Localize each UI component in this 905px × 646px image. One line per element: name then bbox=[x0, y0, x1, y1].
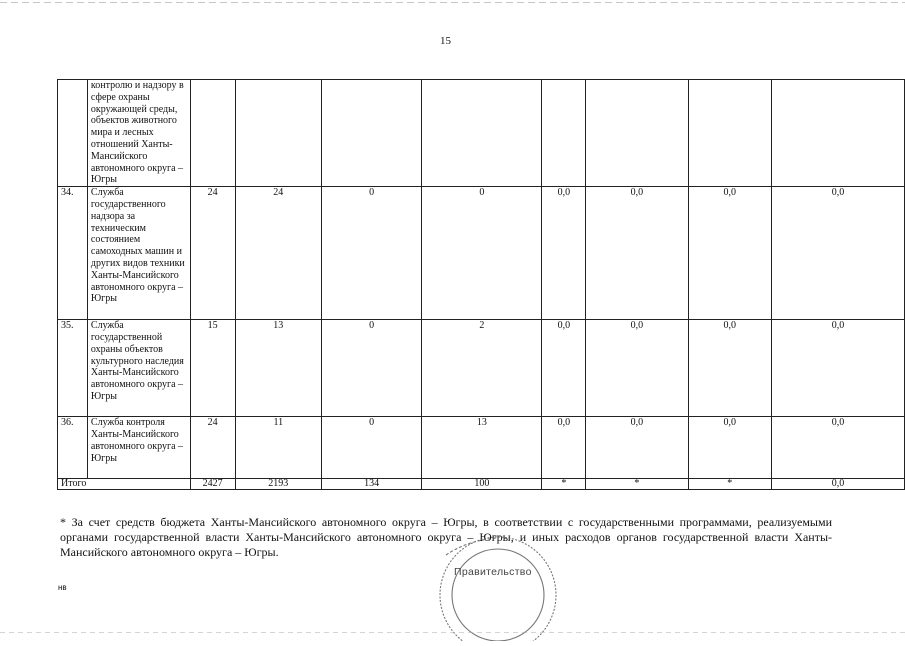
cell-c4: 0 bbox=[422, 187, 542, 320]
cell-c7: 0,0 bbox=[688, 417, 771, 479]
cell-c5 bbox=[542, 80, 586, 187]
cell-c7: 0,0 bbox=[688, 320, 771, 417]
cell-c4 bbox=[422, 80, 542, 187]
cell-c3 bbox=[322, 80, 422, 187]
row-number bbox=[58, 80, 88, 187]
scan-edge-bottom bbox=[0, 632, 905, 633]
author-initials: нв bbox=[58, 583, 67, 592]
row-number: 35. bbox=[58, 320, 88, 417]
total-c8: 0,0 bbox=[771, 479, 904, 490]
table-row bbox=[58, 417, 905, 479]
cell-c2 bbox=[235, 80, 321, 187]
cell-c8: 0,0 bbox=[771, 320, 904, 417]
cell-c6 bbox=[586, 80, 688, 187]
cell-c7 bbox=[688, 80, 771, 187]
cell-c2: 11 bbox=[235, 417, 321, 479]
cell-c6: 0,0 bbox=[586, 320, 688, 417]
cell-c3: 0 bbox=[322, 417, 422, 479]
cell-c5: 0,0 bbox=[542, 417, 586, 479]
scan-edge-top bbox=[0, 2, 905, 3]
agency-name: Служба контроля Ханты-Мансийского автономного округа – Югры bbox=[87, 417, 190, 479]
total-c6: * bbox=[586, 479, 688, 490]
cell-c2: 24 bbox=[235, 187, 321, 320]
agency-name: Служба государственной охраны объектов культурного наследия Ханты-Мансийского автономного округа – Югры bbox=[87, 320, 190, 417]
table-row bbox=[58, 80, 905, 187]
total-c1: 2427 bbox=[190, 479, 235, 490]
total-c2: 2193 bbox=[235, 479, 321, 490]
page-number: 15 bbox=[440, 35, 451, 47]
agency-name: контролю и надзору в сфере охраны окружающей среды, объектов животного мира и лесных отношений Ханты-Мансийского автономного округа – Югры bbox=[87, 80, 190, 187]
cell-c1 bbox=[190, 80, 235, 187]
cell-c8 bbox=[771, 80, 904, 187]
agency-name: Служба государственного надзора за техническим состоянием самоходных машин и других видов техники Ханты-Мансийского автономного округа – Югры bbox=[87, 187, 190, 320]
cell-c3: 0 bbox=[322, 320, 422, 417]
cell-c8: 0,0 bbox=[771, 417, 904, 479]
cell-c6: 0,0 bbox=[586, 417, 688, 479]
row-number: 34. bbox=[58, 187, 88, 320]
cell-c2: 13 bbox=[235, 320, 321, 417]
total-c3: 134 bbox=[322, 479, 422, 490]
total-label: Итого bbox=[58, 479, 191, 490]
government-stamp bbox=[428, 535, 568, 641]
total-c5: * bbox=[542, 479, 586, 490]
footnote-text: * За счет средств бюджета Ханты-Мансийского автономного округа – Югры, в соответствии с государственными программами, реализуемыми органами государственной власти Ханты-Мансийского автономного округа – Югры, и иных расходов органов государственной власти Ханты-Мансийского автономного округа – Югры. bbox=[60, 515, 832, 559]
cell-c6: 0,0 bbox=[586, 187, 688, 320]
cell-c1: 15 bbox=[190, 320, 235, 417]
row-number: 36. bbox=[58, 417, 88, 479]
cell-c4: 2 bbox=[422, 320, 542, 417]
stamp-icon bbox=[428, 535, 568, 641]
cell-c1: 24 bbox=[190, 187, 235, 320]
staff-table bbox=[57, 79, 905, 490]
cell-c4: 13 bbox=[422, 417, 542, 479]
table-row bbox=[58, 187, 905, 320]
table-row bbox=[58, 320, 905, 417]
stamp-label: Правительство bbox=[454, 566, 532, 578]
cell-c7: 0,0 bbox=[688, 187, 771, 320]
cell-c1: 24 bbox=[190, 417, 235, 479]
cell-c3: 0 bbox=[322, 187, 422, 320]
total-c7: * bbox=[688, 479, 771, 490]
total-c4: 100 bbox=[422, 479, 542, 490]
cell-c5: 0,0 bbox=[542, 320, 586, 417]
cell-c8: 0,0 bbox=[771, 187, 904, 320]
total-row bbox=[58, 479, 905, 490]
cell-c5: 0,0 bbox=[542, 187, 586, 320]
